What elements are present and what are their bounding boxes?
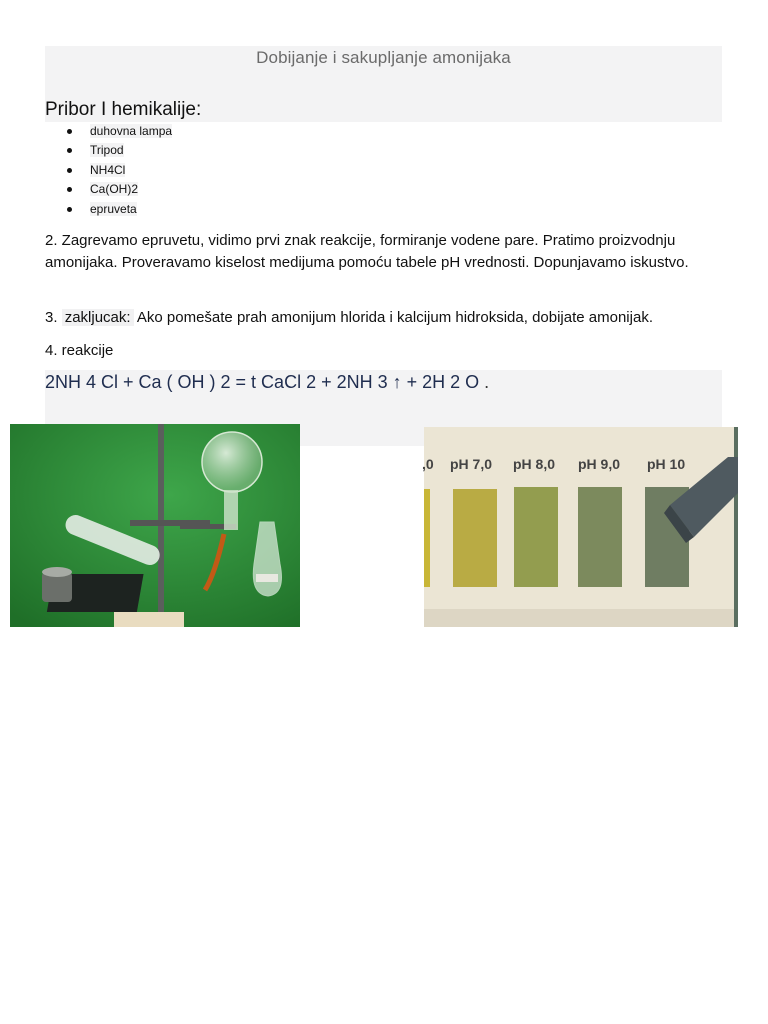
ph-swatch-2 bbox=[514, 487, 558, 587]
apparatus-illustration bbox=[10, 424, 300, 627]
equation-end: . bbox=[484, 372, 490, 392]
reaction-equation bbox=[45, 372, 489, 393]
ph-swatch-3 bbox=[578, 487, 622, 587]
ph-swatch-0 bbox=[424, 489, 430, 587]
list-item: duhovna lampa bbox=[64, 122, 172, 141]
document-title: Dobijanje i sakupljanje amonijaka bbox=[256, 48, 511, 67]
ph-label-0: ,0 bbox=[422, 456, 434, 472]
list-item: Tripod bbox=[64, 141, 172, 160]
equation-text: 2NH 4 Cl + Ca ( OH ) 2 = t CaCl 2 + 2NH 3 ↑ + 2H 2 O bbox=[45, 372, 480, 392]
conclusion-label: zakljucak: bbox=[62, 309, 134, 326]
list-item: NH4Cl bbox=[64, 161, 172, 180]
reactions-heading: 4. reakcije bbox=[45, 342, 114, 359]
apparatus-photo bbox=[10, 424, 300, 627]
conclusion-text: Ako pomešate prah amonijum hlorida i kalcijum hidroksida, dobijate amonijak. bbox=[136, 309, 653, 326]
ph-swatch-1 bbox=[453, 489, 497, 587]
ph-label-4: pH 10 bbox=[647, 456, 686, 472]
ph-chart-illustration bbox=[424, 427, 738, 627]
section-heading: Pribor I hemikalije: bbox=[45, 99, 202, 120]
ph-label-2: pH 8,0 bbox=[513, 456, 556, 472]
equipment-list bbox=[64, 122, 172, 219]
list-item: Ca(OH)2 bbox=[64, 180, 172, 199]
ph-chart-photo bbox=[424, 427, 738, 627]
conclusion-number: 3. bbox=[45, 309, 58, 326]
list-item: epruveta bbox=[64, 200, 172, 219]
conclusion-paragraph bbox=[45, 307, 725, 329]
ph-label-1: pH 7,0 bbox=[450, 456, 493, 472]
procedure-paragraph: 2. Zagrevamo epruvetu, vidimo prvi znak reakcije, formiranje vodene pare. Pratimo proizvodnju amonijaka. Proveravamo kiselost medijuma pomoću tabele pH vrednosti. Dopunjavamo iskustvo. bbox=[45, 232, 689, 271]
ph-label-3: pH 9,0 bbox=[578, 456, 621, 472]
